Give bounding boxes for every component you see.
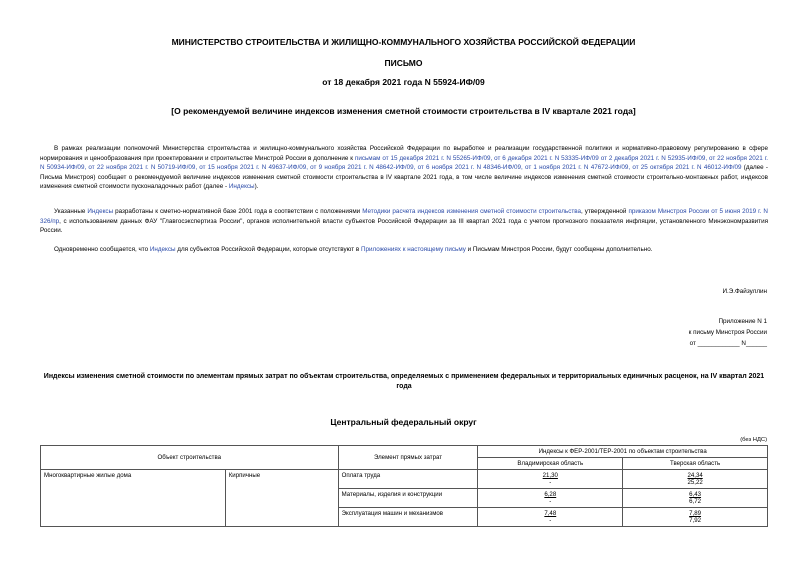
p1-text-b: (далее - Письма Минстроя) сообщает о рекомендуемой величине индексов изменения сметной стоимости строительства в IV квартале 2021 года, в том числе величине индексов изменения сметной стоимости строительно-монтажных работ, индексов изменения сметной стоимости пусконаладочных работ (далее - xyxy=(40,164,768,191)
header-region-1: Владимирская область xyxy=(478,458,623,470)
appendix-title: Индексы изменения сметной стоимости по элементам прямых затрат по объектам строительства, определяемых с применением федеральных и территориальных единичных расценок, на IV квартал 2021 года xyxy=(43,373,765,390)
value-bottom: - xyxy=(549,517,552,524)
paragraph-3 xyxy=(40,245,768,255)
header-indices: Индексы к ФЕР-2001/ТЕР-2001 по объектам строительства xyxy=(478,446,768,458)
indices-link-2[interactable]: Индексы xyxy=(87,208,114,215)
cell-element: Оплата труда xyxy=(338,470,478,489)
value-top: 21,30 xyxy=(542,472,558,479)
signature: И.Э.Файзуллин xyxy=(722,288,767,295)
paragraph-1 xyxy=(40,144,768,192)
cell-element: Эксплуатация машин и механизмов xyxy=(338,508,478,527)
p3-text-a: Одновременно сообщается, что xyxy=(54,246,150,253)
indices-link[interactable]: Индексы xyxy=(228,183,255,191)
cell-region-1 xyxy=(478,470,623,489)
district-title: Центральный федеральный округ xyxy=(330,417,477,427)
p2-text-b: разработаны к сметно-нормативной базе 2001 года в соответствии с положениями xyxy=(113,208,363,215)
value-bottom: - xyxy=(549,498,552,505)
value-bottom: 7,92 xyxy=(689,517,702,524)
indices-table xyxy=(40,445,768,527)
value-top: 6,43 xyxy=(689,491,702,498)
value-top: 24,34 xyxy=(687,472,703,479)
appendices-link[interactable]: Приложениях к настоящему письму xyxy=(360,246,466,253)
p1-text-c: ). xyxy=(254,183,259,191)
cell-element: Материалы, изделия и конструкции xyxy=(338,489,478,508)
letters-link[interactable]: письмам от 15 декабря 2021 г. N 55265-ИФ/09, от 6 декабря 2021 г. N 53335-ИФ/09 от 2 декабря 2021 г. N 52935-ИФ/09, от 22 ноября 2021 г. N 50934-ИФ/09, от 22 ноября 2021 г. N 50719-ИФ/09, от 15 ноября 2021 г. N 49637-ИФ/09, от 9 ноября 2021 г. N 48642-ИФ/09, от 6 ноября 2021 г. N 48346-ИФ/09, от 1 ноября 2021 г. N 47672-ИФ/09, от 25 октября 2021 г. N 46012-ИФ/09 xyxy=(40,154,768,172)
cell-region-2 xyxy=(623,489,768,508)
p1-text-a: В рамках реализации полномочий Министерства строительства и жилищно-коммунального хозяйства Российской Федерации по выработке и реализации государственной политики и нормативно-правовому регулированию в сфере нормирования и ценообразования при проектировании и строительстве Минстрой России в дополнение к xyxy=(40,145,768,162)
paragraph-2 xyxy=(40,207,768,236)
p3-text-b: для субъектов Российской Федерации, которые отсутствуют в xyxy=(175,246,361,253)
ministry-name: МИНИСТЕРСТВО СТРОИТЕЛЬСТВА И ЖИЛИЩНО-КОММУНАЛЬНОГО ХОЗЯЙСТВА РОССИЙСКОЙ ФЕДЕРАЦИИ xyxy=(171,37,636,47)
order-link[interactable]: приказом Минстроя России от 5 июня 2019 г. N 326/пр xyxy=(40,208,768,225)
value-top: 7,89 xyxy=(689,510,702,517)
cell-region-2 xyxy=(623,508,768,527)
cell-region-1 xyxy=(478,508,623,527)
value-top: 6,28 xyxy=(544,491,557,498)
document-subject: [О рекомендуемой величине индексов изменения сметной стоимости строительства в IV квартале 2021 года] xyxy=(171,106,636,116)
header-object: Объект строительства xyxy=(41,446,339,470)
cell-object: Многоквартирные жилые дома xyxy=(41,470,226,527)
value-bottom: 25,22 xyxy=(687,479,703,486)
value-bottom: 6,72 xyxy=(689,498,702,505)
p2-text-a: Указанные xyxy=(54,208,88,215)
header-element: Элемент прямых затрат xyxy=(338,446,478,470)
p2-text-d: , с использованием данных ФАУ "Главгосэкспертиза России", органов исполнительной власти субъектов Российской Федерации за III квартал 2021 года с учетом прогнозного показателя инфляции, установленного Минэкономразвития России. xyxy=(40,217,768,235)
cell-subtype: Кирпичные xyxy=(225,470,338,527)
indices-link-3[interactable]: Индексы xyxy=(149,246,176,253)
appendix-number: Приложение N 1 xyxy=(718,318,767,325)
value-bottom: - xyxy=(549,479,552,486)
header-region-2: Тверская область xyxy=(623,458,768,470)
p3-text-c: и Письмам Минстроя России, будут сообщены дополнительно. xyxy=(465,246,653,253)
cell-region-1 xyxy=(478,489,623,508)
cell-region-2 xyxy=(623,470,768,489)
appendix-date: от ____________ N______ xyxy=(689,340,767,347)
methodology-link[interactable]: Методики расчета индексов изменения сметной стоимости строительства xyxy=(362,208,582,215)
document-date-number: от 18 декабря 2021 года N 55924-ИФ/09 xyxy=(322,77,485,87)
appendix-ref: к письму Минстроя России xyxy=(688,329,767,336)
table-row xyxy=(41,470,768,489)
document-type: ПИСЬМО xyxy=(384,58,423,68)
p2-text-c: , утвержденной xyxy=(581,208,629,215)
value-top: 7,48 xyxy=(544,510,557,517)
no-vat-note: (без НДС) xyxy=(740,437,767,443)
